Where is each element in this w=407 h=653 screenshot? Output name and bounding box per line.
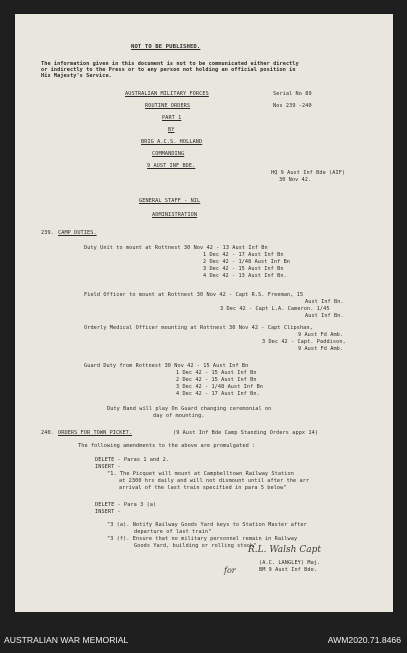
- band-line-2: day of mounting.: [153, 413, 205, 419]
- guard-duty-row: 1 Dec 42 - 15 Aust Inf Bn: [176, 370, 257, 376]
- guard-duty-row: 3 Dec 42 - 1/48 Aust Inf Bn: [176, 384, 264, 390]
- item-240-number: 240.: [41, 430, 54, 436]
- para-3a-line: "3 (a). Notify Railway Goods Yard keys to Station Master after: [107, 522, 307, 528]
- amendments-intro: The following amendments to the above are promulgated :: [78, 443, 256, 449]
- para-3f-line: "3 (f). Ensure that no military personnel remain in Railway: [107, 536, 298, 542]
- band-line-1: Duty Band will play On Guard changing ceremonial on: [107, 406, 272, 412]
- footer-source: AUSTRALIAN WAR MEMORIAL: [4, 635, 129, 645]
- para-1-line: "1. The Picquet will mount at Campbelltown Railway Station: [107, 471, 294, 477]
- insert-label-1: INSERT -: [95, 464, 121, 470]
- document-page: [15, 14, 393, 612]
- title-line-5: BRIG A.C.S. HOLLAND: [141, 139, 203, 145]
- field-officer-line: 3 Dec 42 - Capt L.A. Cameron. 1/45: [220, 306, 330, 312]
- item-240-title: ORDERS FOR TOWN PICKET.: [58, 430, 133, 436]
- title-line-3: PART 1: [162, 115, 182, 121]
- medical-officer-lead: Orderly Medical Officer mounting at Rottnest 30 Nov 42 - Capt Clipshan,: [84, 325, 313, 331]
- footer-bar: [0, 612, 407, 653]
- section-title: GENERAL STAFF - NIL: [139, 198, 201, 204]
- delete-paras-1-2: DELETE - Paras 1 and 2.: [95, 457, 170, 463]
- insert-label-2: INSERT -: [95, 509, 121, 515]
- item-240-reference: (9 Aust Inf Bde Camp Standing Orders appx 14): [173, 430, 319, 436]
- duty-unit-row: 3 Dec 42 - 15 Aust Inf Bn: [203, 266, 284, 272]
- para-3a-line: departure of last train": [134, 529, 212, 535]
- item-239-number: 239.: [41, 230, 54, 236]
- signature-for: for: [224, 566, 236, 575]
- duty-unit-row: 1 Dec 42 - 17 Aust Inf Bn: [203, 252, 284, 258]
- handwritten-signature: R.L. Walsh Capt: [248, 545, 321, 555]
- item-239-title: CAMP DUTIES.: [58, 230, 97, 236]
- serial-number: Serial No 89: [273, 91, 312, 97]
- duty-unit-lead: Duty Unit to mount at Rottnest 30 Nov 42 - 13 Aust Inf Bn: [84, 245, 268, 251]
- notice-line-2: or indirectly to the Press or to any person not holding an official position in: [41, 67, 296, 73]
- hq-line-2: 30 Nov 42.: [279, 177, 312, 183]
- title-line-7: 9 AUST INF BDE.: [147, 163, 196, 169]
- duty-unit-row: 2 Dec 42 - 1/48 Aust Inf Bn: [203, 259, 291, 265]
- field-officer-lead: Field Officer to mount at Rottnest 30 Nov 42 - Capt R.S. Freeman, 15: [84, 292, 304, 298]
- title-line-4: BY: [168, 127, 175, 133]
- medical-officer-line: 9 Aust Fd Amb.: [298, 332, 344, 338]
- para-1-line: at 2300 hrs daily and will not dismount until after the arr: [119, 478, 310, 484]
- para-3f-line: Goods Yard, building or rolling stock": [134, 543, 257, 549]
- field-officer-line: Aust Inf Bn.: [305, 313, 344, 319]
- title-line-2: ROUTINE ORDERS: [145, 103, 191, 109]
- medical-officer-line: 3 Dec 42 - Capt. Paddison,: [262, 339, 346, 345]
- subsection-title: ADMINISTRATION: [152, 212, 198, 218]
- para-1-line: arrival of the last train specified in para 5 below": [119, 485, 287, 491]
- field-officer-line: Aust Inf Bn.: [305, 299, 344, 305]
- duty-unit-row: 4 Dec 42 - 13 Aust Inf Bn.: [203, 273, 287, 279]
- guard-duty-row: 4 Dec 42 - 17 Aust Inf Bn.: [176, 391, 260, 397]
- header-not-to-be-published: NOT TO BE PUBLISHED.: [131, 44, 201, 50]
- hq-line-1: HQ 9 Aust Inf Bde (AIF): [271, 170, 346, 176]
- guard-duty-lead: Guard Duty from Rottnest 30 Nov 42 - 15 Aust Inf Bn: [84, 363, 249, 369]
- title-line-6: COMMANDING: [152, 151, 185, 157]
- guard-duty-row: 2 Dec 42 - 15 Aust Inf Bn: [176, 377, 257, 383]
- notice-line-1: The information given in this document is not to be communicated either directly: [41, 61, 299, 67]
- order-numbers: Nos 239 -240: [273, 103, 312, 109]
- title-line-1: AUSTRALIAN MILITARY FORCES: [125, 91, 209, 97]
- signatory-name: (A.C. LANGLEY) Maj.: [259, 560, 321, 566]
- signatory-title: BM 9 Aust Inf Bde.: [259, 567, 318, 573]
- notice-line-3: His Majesty's Service.: [41, 73, 112, 79]
- delete-para-3a: DELETE - Para 3 (a): [95, 502, 157, 508]
- footer-accession-number: AWM2020.71.8466: [327, 635, 401, 645]
- medical-officer-line: 9 Aust Fd Amb.: [298, 346, 344, 352]
